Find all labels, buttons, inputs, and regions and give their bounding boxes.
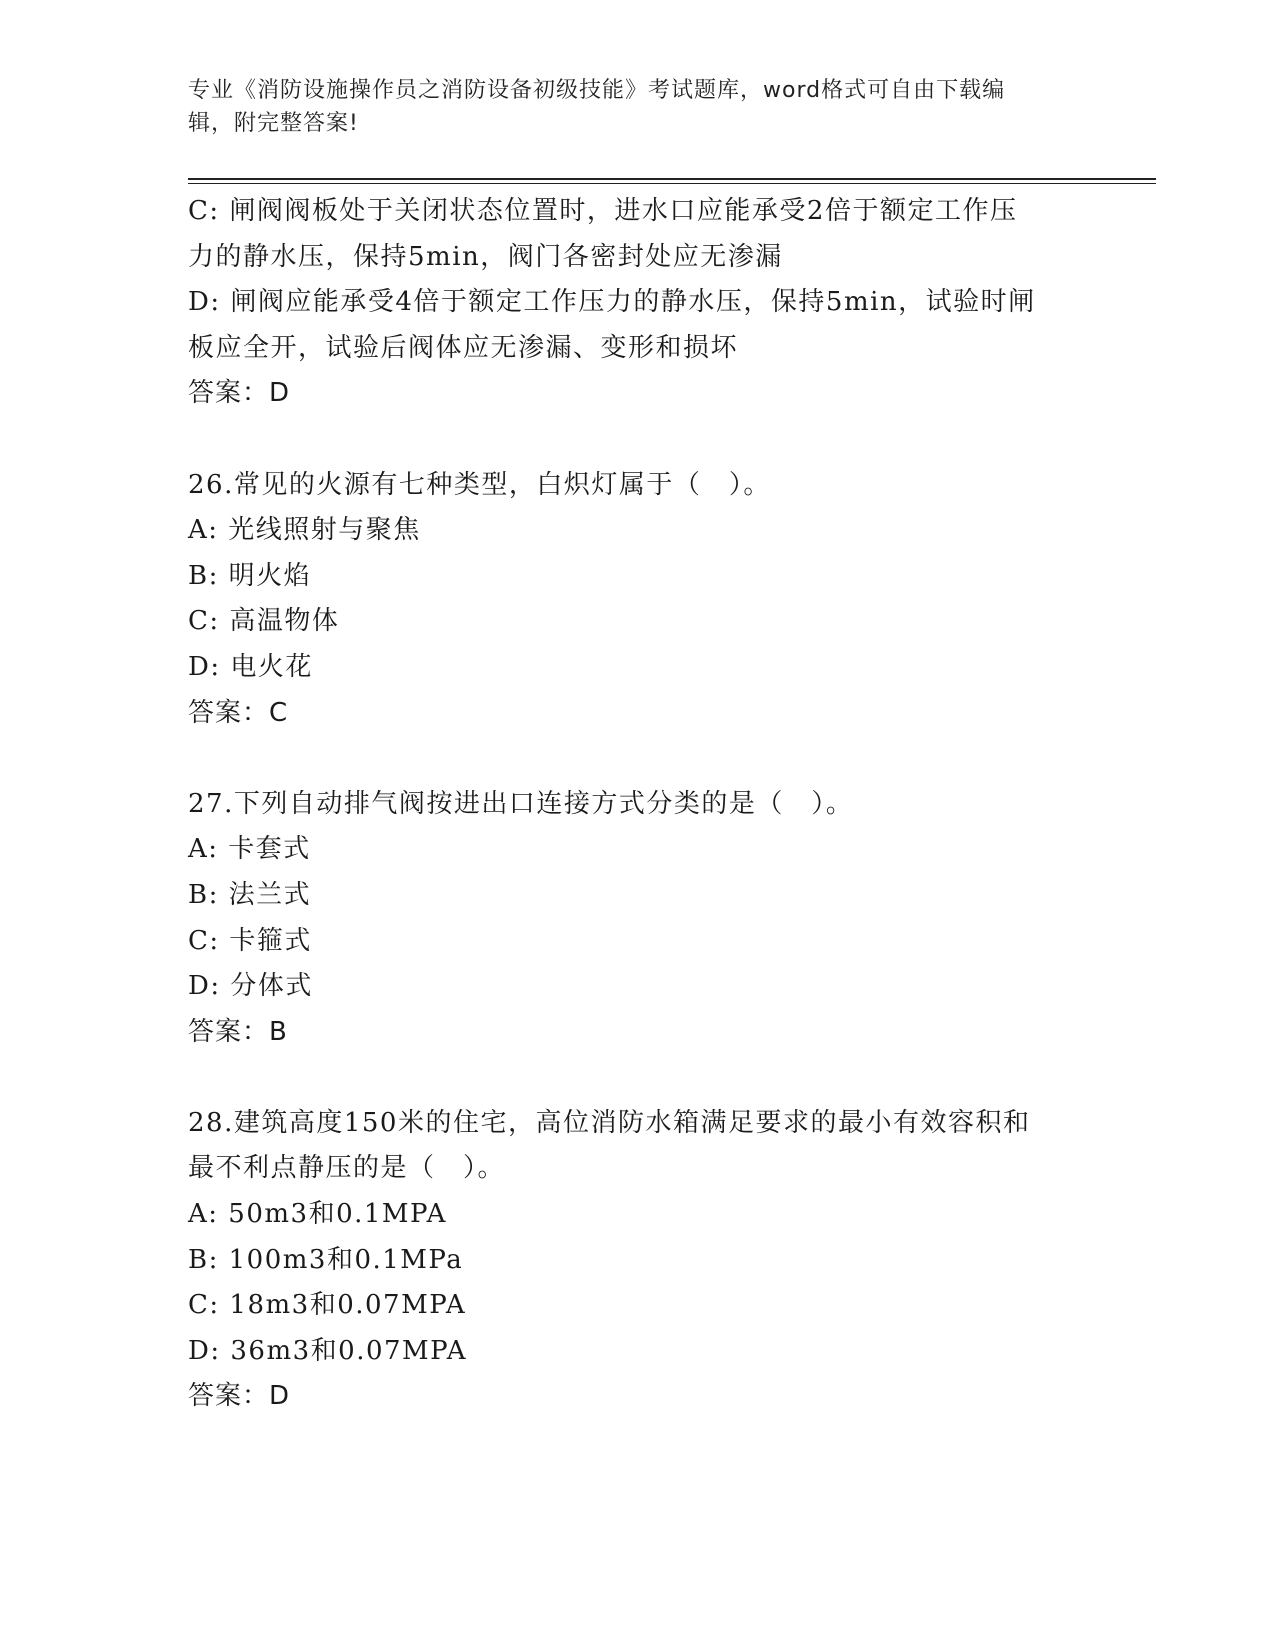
- spacer: [188, 1055, 1088, 1101]
- question-28-option-b: B: 100m3和0.1MPa: [188, 1244, 464, 1275]
- document-header: [188, 74, 1068, 140]
- option-d-line-1: D: 闸阀应能承受4倍于额定工作压力的静水压，保持5min，试验时闸: [188, 287, 1036, 318]
- question-28-stem-line-2: 最不利点静压的是（ ）。: [188, 1153, 506, 1184]
- answer-26: 答案：C: [188, 697, 289, 728]
- question-26-option-c: C: 高温物体: [188, 606, 340, 637]
- spacer: [188, 417, 1088, 463]
- question-27-stem: 27.下列自动排气阀按进出口连接方式分类的是（ ）。: [188, 788, 854, 819]
- spacer: [188, 736, 1088, 782]
- question-27-option-b: B: 法兰式: [188, 879, 312, 910]
- question-26-option-a: A: 光线照射与聚焦: [188, 515, 421, 546]
- header-divider-thin: [188, 183, 1156, 184]
- question-28-option-a: A: 50m3和0.1MPA: [188, 1199, 447, 1230]
- question-27: [188, 782, 1088, 1056]
- question-28-option-c: C: 18m3和0.07MPA: [188, 1290, 467, 1321]
- question-27-option-d: D: 分体式: [188, 971, 313, 1002]
- option-c-line-1: C: 闸阀阀板处于关闭状态位置时，进水口应能承受2倍于额定工作压: [188, 196, 1018, 226]
- question-28: [188, 1101, 1088, 1420]
- answer-28: 答案：D: [188, 1381, 291, 1412]
- question-25-continuation: [188, 189, 1088, 417]
- question-28-option-d: D: 36m3和0.07MPA: [188, 1335, 468, 1366]
- question-26: [188, 463, 1088, 737]
- question-26-option-b: B: 明火焰: [188, 560, 312, 591]
- question-28-stem-line-1: 28.建筑高度150米的住宅，高位消防水箱满足要求的最小有效容积和: [188, 1107, 1031, 1138]
- option-c-line-2: 力的静水压，保持5min，阀门各密封处应无渗漏: [188, 241, 783, 272]
- option-d-line-2: 板应全开，试验后阀体应无渗漏、变形和损坏: [188, 332, 739, 363]
- answer-27: 答案：B: [188, 1016, 288, 1047]
- header-divider-thick: [188, 178, 1156, 180]
- answer-25: 答案：D: [188, 378, 291, 409]
- question-26-option-d: D: 电火花: [188, 651, 313, 682]
- header-line-2: 辑，附完整答案!: [188, 111, 359, 136]
- question-list: [188, 189, 1088, 1420]
- question-27-option-a: A: 卡套式: [188, 834, 311, 865]
- header-line-1: 专业《消防设施操作员之消防设备初级技能》考试题库，word格式可自由下载编: [188, 78, 1006, 103]
- question-26-stem: 26.常见的火源有七种类型，白炽灯属于（ ）。: [188, 469, 771, 500]
- question-27-option-c: C: 卡箍式: [188, 925, 312, 956]
